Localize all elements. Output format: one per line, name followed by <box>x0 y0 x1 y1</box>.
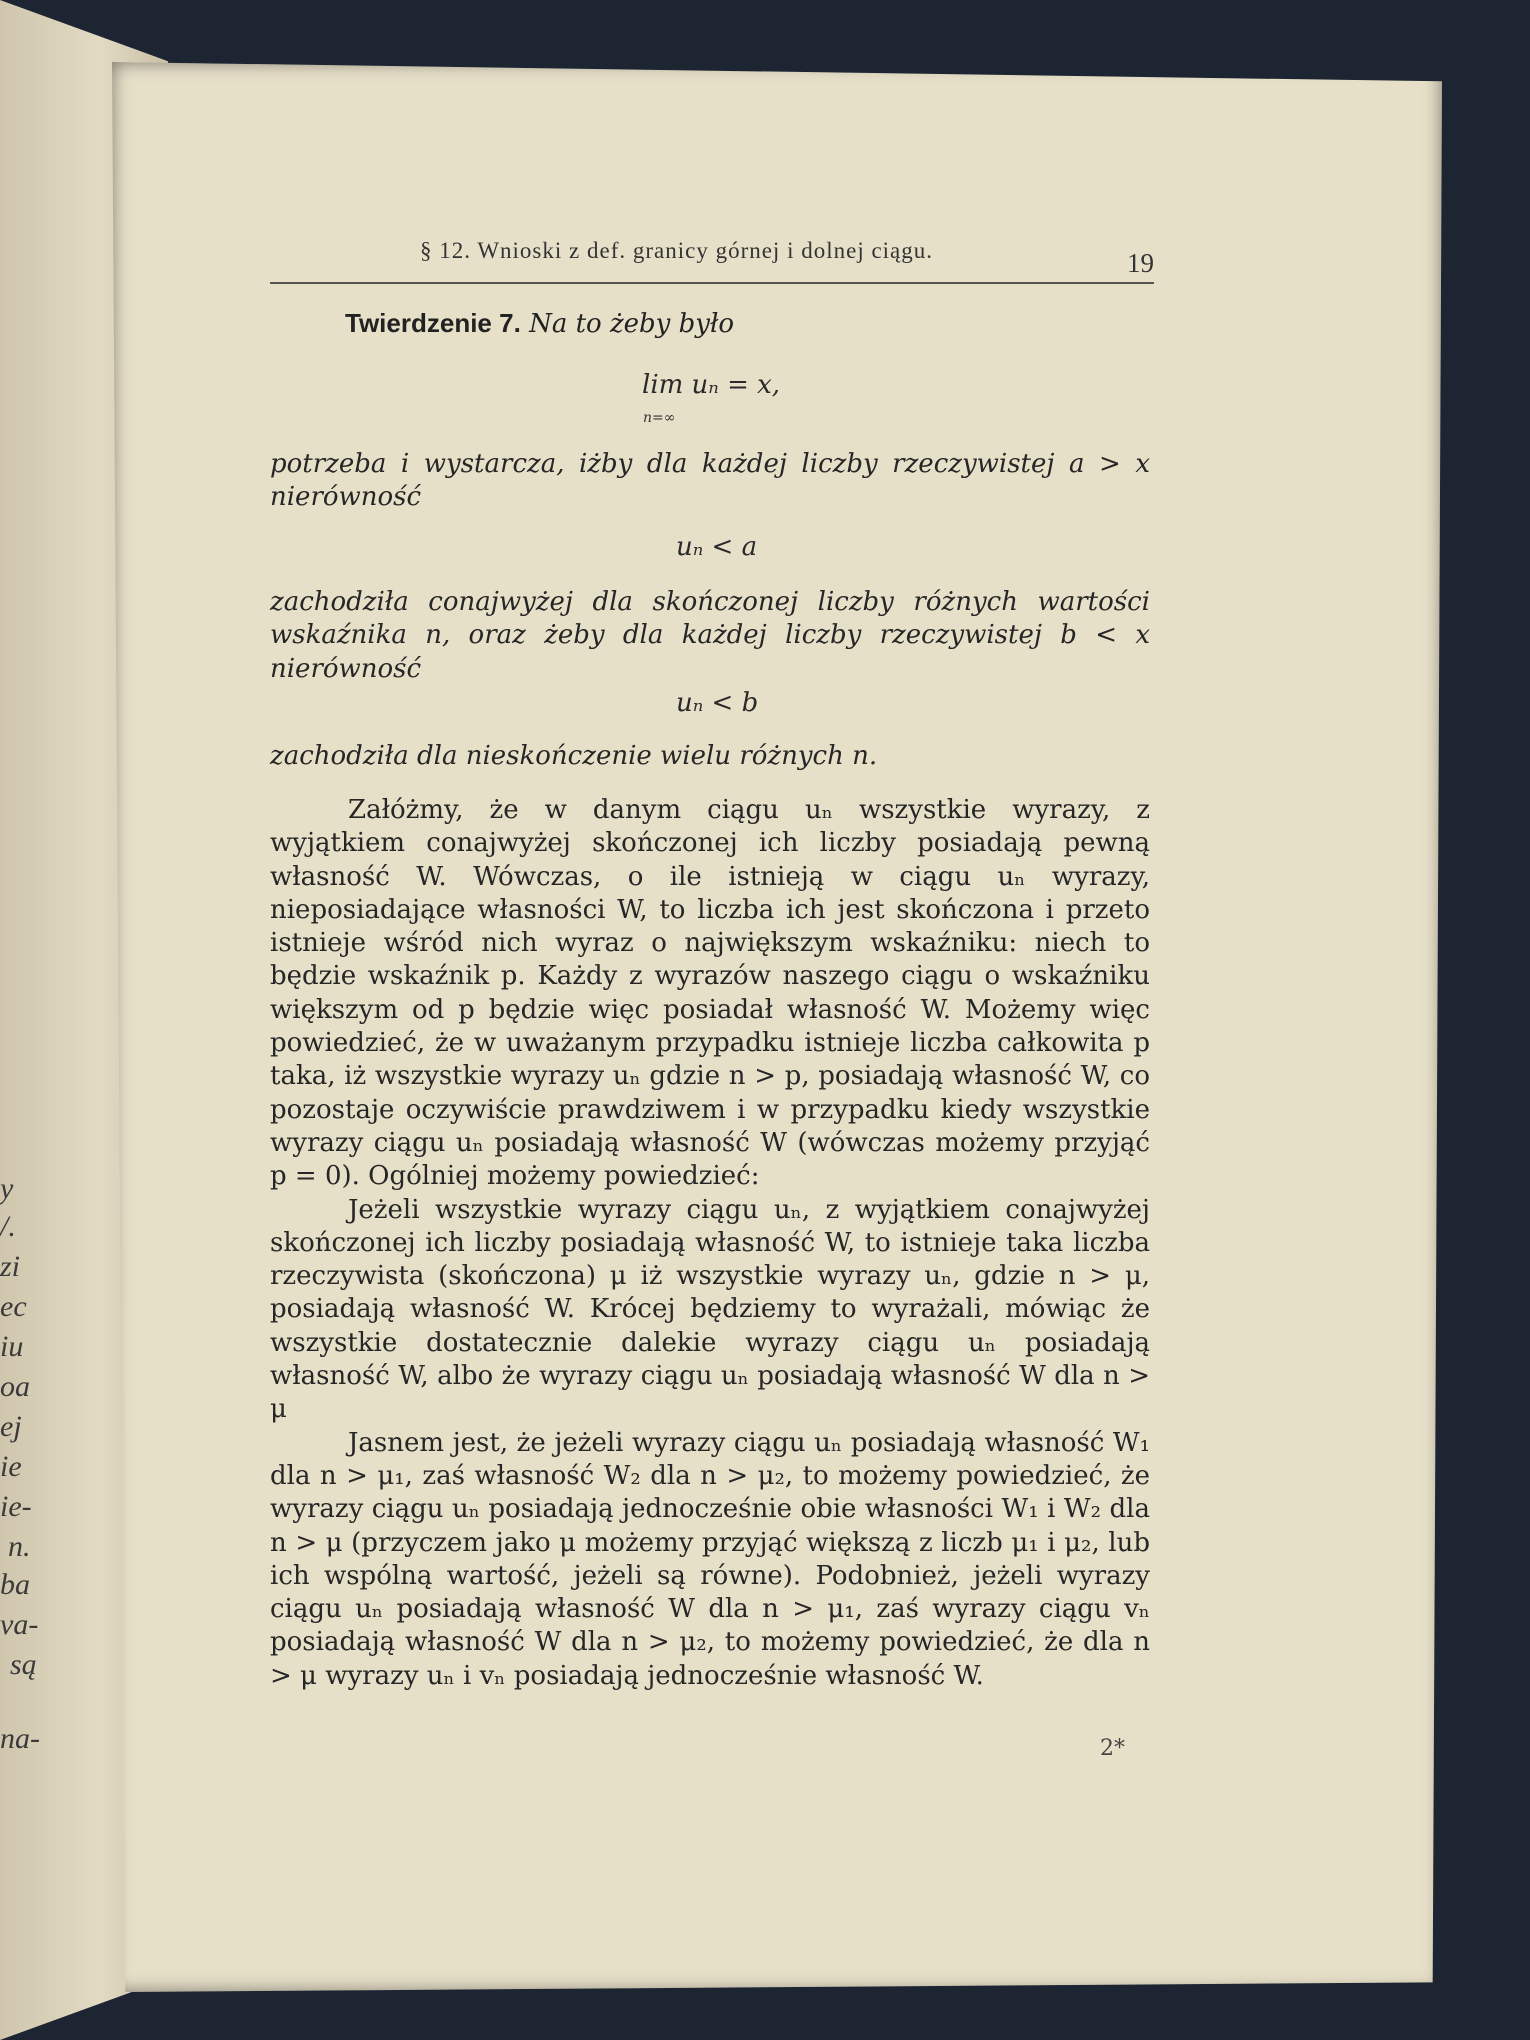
paragraph-1: Załóżmy, że w danym ciągu uₙ wszystkie wyrazy, z wyjątkiem conajwyżej skończonej ich liczby posiadają pewną własność W. Wówczas, o ile istnieją w ciągu uₙ wyrazy, nieposiadające własności W, to liczba ich jest skończona i przeto istnieje wśród nich wyraz o największym wskaźniku: niech to będzie wskaźnik p. Każdy z wyrazów naszego ciągu o wskaźniku większym od p będzie więc posiadał własność W. Możemy więc powiedzieć, że w uważanym przypadku istnieje liczba całkowita p taka, iż wszystkie wyrazy uₙ gdzie n > p, posiadają własność W, co pozostaje oczywiście prawdziwem i w przypadku kiedy wszystkie wyrazy ciągu uₙ posiadają własność W (wówczas możemy przyjąć p = 0). Ogólniej możemy powiedzieć: <box>270 795 1150 1192</box>
running-header <box>270 236 1154 284</box>
fragment: n. <box>8 1530 31 1563</box>
formula-lim: lim uₙ = x, <box>642 370 781 400</box>
formula-3: uₙ < b <box>676 688 759 718</box>
fragment: zi <box>0 1250 21 1283</box>
fragment: ej <box>0 1410 22 1443</box>
page-number: 19 <box>1127 248 1154 278</box>
paragraph-3: Jasnem jest, że jeżeli wyrazy ciągu uₙ posiadają własność W₁ dla n > μ₁, zaś własność W₂ dla n > μ₂, to możemy powiedzieć, że wyrazy ciągu uₙ posiadają jednocześnie obie własności W₁ i W₂ dla n > μ (przyczem jako μ możemy przyjąć większą z liczb μ₁ i μ₂, lub ich wspólną wartość, jeżeli są równe). Podobnież, jeżeli wyrazy ciągu uₙ posiadają własność W dla n > μ₁, zaś wyrazy ciągu vₙ posiadają własność W dla n > μ₂, to możemy powiedzieć, że dla n > μ wyrazy uₙ i vₙ posiadają jednocześnie własność W. <box>270 1427 1150 1691</box>
fragment: /. <box>0 1210 16 1243</box>
body-text <box>270 794 1150 1693</box>
theorem-condition-1: potrzeba i wystarcza, iżby dla każdej liczby rzeczywistej a > x nierówność <box>270 449 1150 513</box>
fragment: ie- <box>0 1490 32 1523</box>
theorem-heading <box>345 308 734 339</box>
header-title: § 12. Wnioski z def. granicy górnej i dolnej ciągu. <box>420 238 934 263</box>
fragment: na- <box>0 1722 40 1755</box>
theorem-condition-2: zachodziła conajwyżej dla skończonej liczby różnych wartości wskaźnika n, oraz żeby dla każdej liczby rzeczywistej b < x nierówność <box>270 587 1150 684</box>
fragment: iu <box>0 1330 24 1363</box>
fragment: oa <box>0 1370 30 1403</box>
fragment: ba <box>0 1568 30 1601</box>
fragment: ie <box>0 1450 22 1483</box>
fragment: y <box>0 1172 14 1205</box>
theorem-condition-3: zachodziła dla nieskończenie wielu różnych n. <box>270 741 878 771</box>
signature-mark: 2* <box>1100 1736 1125 1761</box>
paragraph-2: Jeżeli wszystkie wyrazy ciągu uₙ, z wyjątkiem conajwyżej skończonej ich liczby posiadają własność W, to istnieje taka liczba rzeczywista (skończona) μ iż wszystkie wyrazy uₙ, gdzie n > μ, posiadają własność W. Krócej będziemy to wyrażali, mówiąc że wszystkie dostatecznie dalekie wyrazy ciągu uₙ posiadają własność W, albo że wyrazy ciągu uₙ posiadają własność W dla n > μ <box>270 1194 1150 1425</box>
fragment: va- <box>0 1608 39 1641</box>
fragment: ec <box>0 1290 27 1323</box>
theorem-label: Twierdzenie 7. <box>345 308 521 338</box>
theorem-intro: Na to żeby było <box>529 309 735 339</box>
fragment: są <box>10 1648 37 1681</box>
formula-lim-subscript: n=∞ <box>643 410 676 426</box>
formula-2: uₙ < a <box>676 532 758 562</box>
